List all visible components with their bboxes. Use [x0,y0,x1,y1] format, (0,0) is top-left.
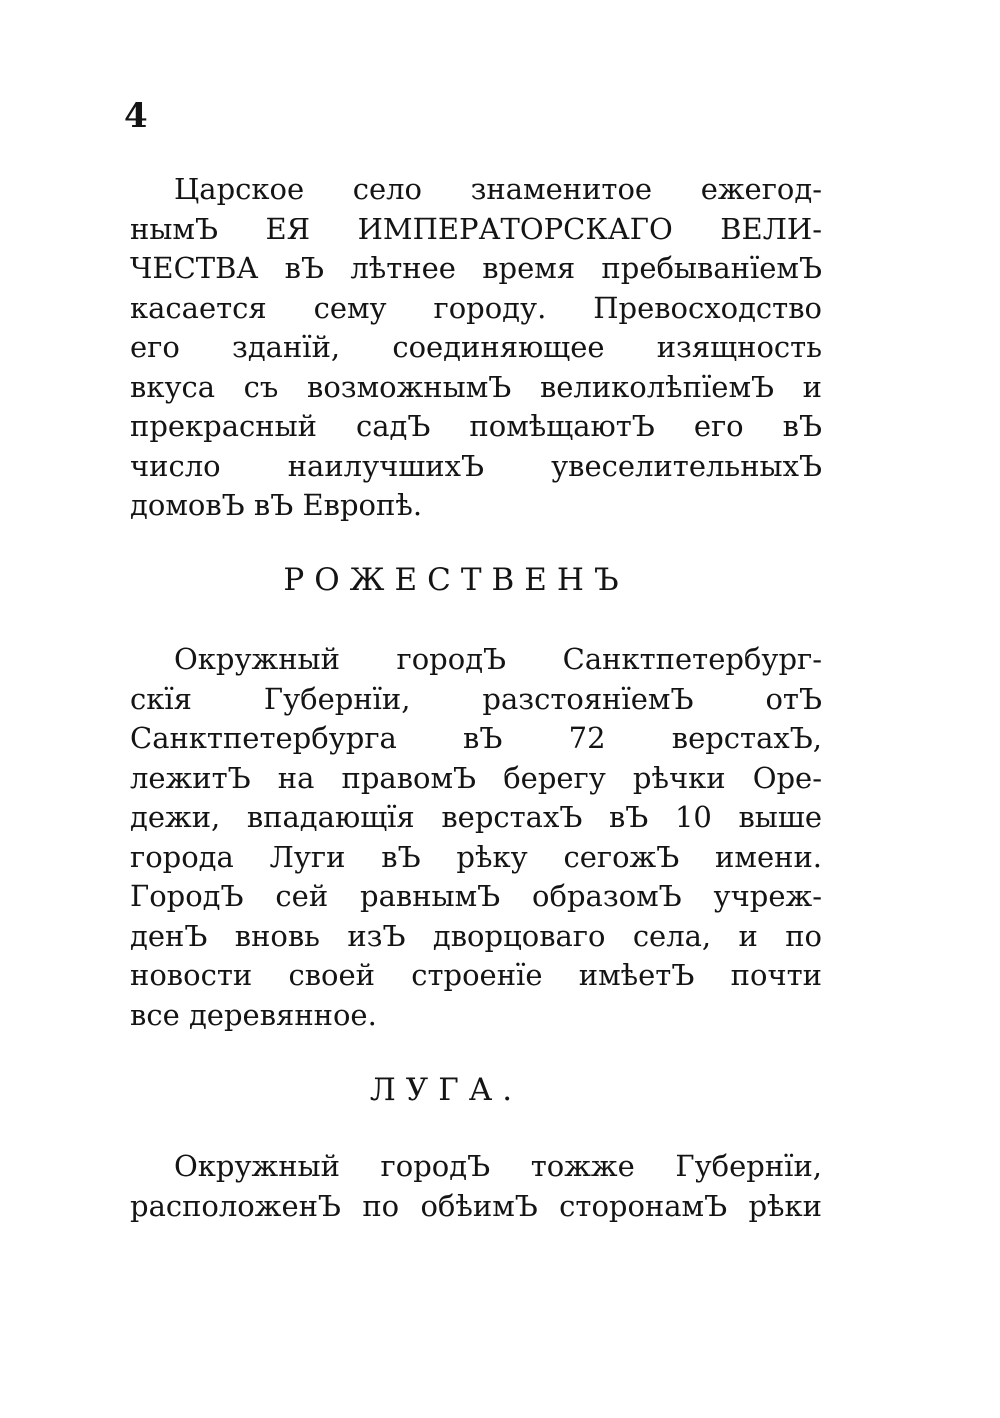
text-line: ЧЕСТВА вЪ лѣтнее время пребыванїемЪ [130,251,822,285]
paragraph-luga [130,1147,822,1226]
text-line: прекрасный садЪ помѣщаютЪ его вЪ [130,409,822,443]
paragraph-tsarskoe-selo [130,170,822,526]
text-line: его зданїй, соединяющее изящность [130,330,822,364]
text-line: скїя Губернїи, разстоянїемЪ отЪ [130,681,822,716]
text-line: нымЪ ЕЯ ИМПЕРАТОРСКАГО ВЕЛИ- [130,211,822,246]
text-line: Окружный городЪ тожже Губернїи, [174,1149,822,1183]
page-number: 4 [124,96,148,136]
section-heading-rozhestven: РОЖЕСТВЕНЪ [283,562,629,598]
text-line: Царское село знаменитое ежегод- [174,172,822,206]
section-heading-luga: ЛУГА. [369,1072,523,1108]
text-line: расположенЪ по обѣимЪ сторонамЪ рѣки [130,1188,822,1223]
text-line: домовЪ вЪ Европѣ. [130,488,423,522]
text-line: ГородЪ сей равнымЪ образомЪ учреж- [130,879,822,913]
text-line: новости своей строенїе имѣетЪ почти [130,958,822,992]
text-line: города Луги вЪ рѣку сегожЪ имени. [130,839,822,874]
text-line: Окружный городЪ Санктпетербург- [174,642,822,676]
text-line: лежитЪ на правомЪ берегу рѣчки Оре- [130,760,822,795]
text-line: все деревянное. [130,997,377,1032]
text-line: вкуса съ возможнымЪ великолѣпїемЪ и [130,369,822,404]
text-line: число наилучшихЪ увеселительныхЪ [130,448,822,483]
paragraph-rozhestven [130,640,822,1035]
text-line: касается сему городу. Превосходство [130,290,822,325]
text-line: дежи, впадающїя верстахЪ вЪ 10 выше [130,800,822,834]
text-line: денЪ вновь изЪ дворцоваго села, и по [130,918,822,953]
text-line: Санктпетербурга вЪ 72 верстахЪ, [130,721,822,755]
